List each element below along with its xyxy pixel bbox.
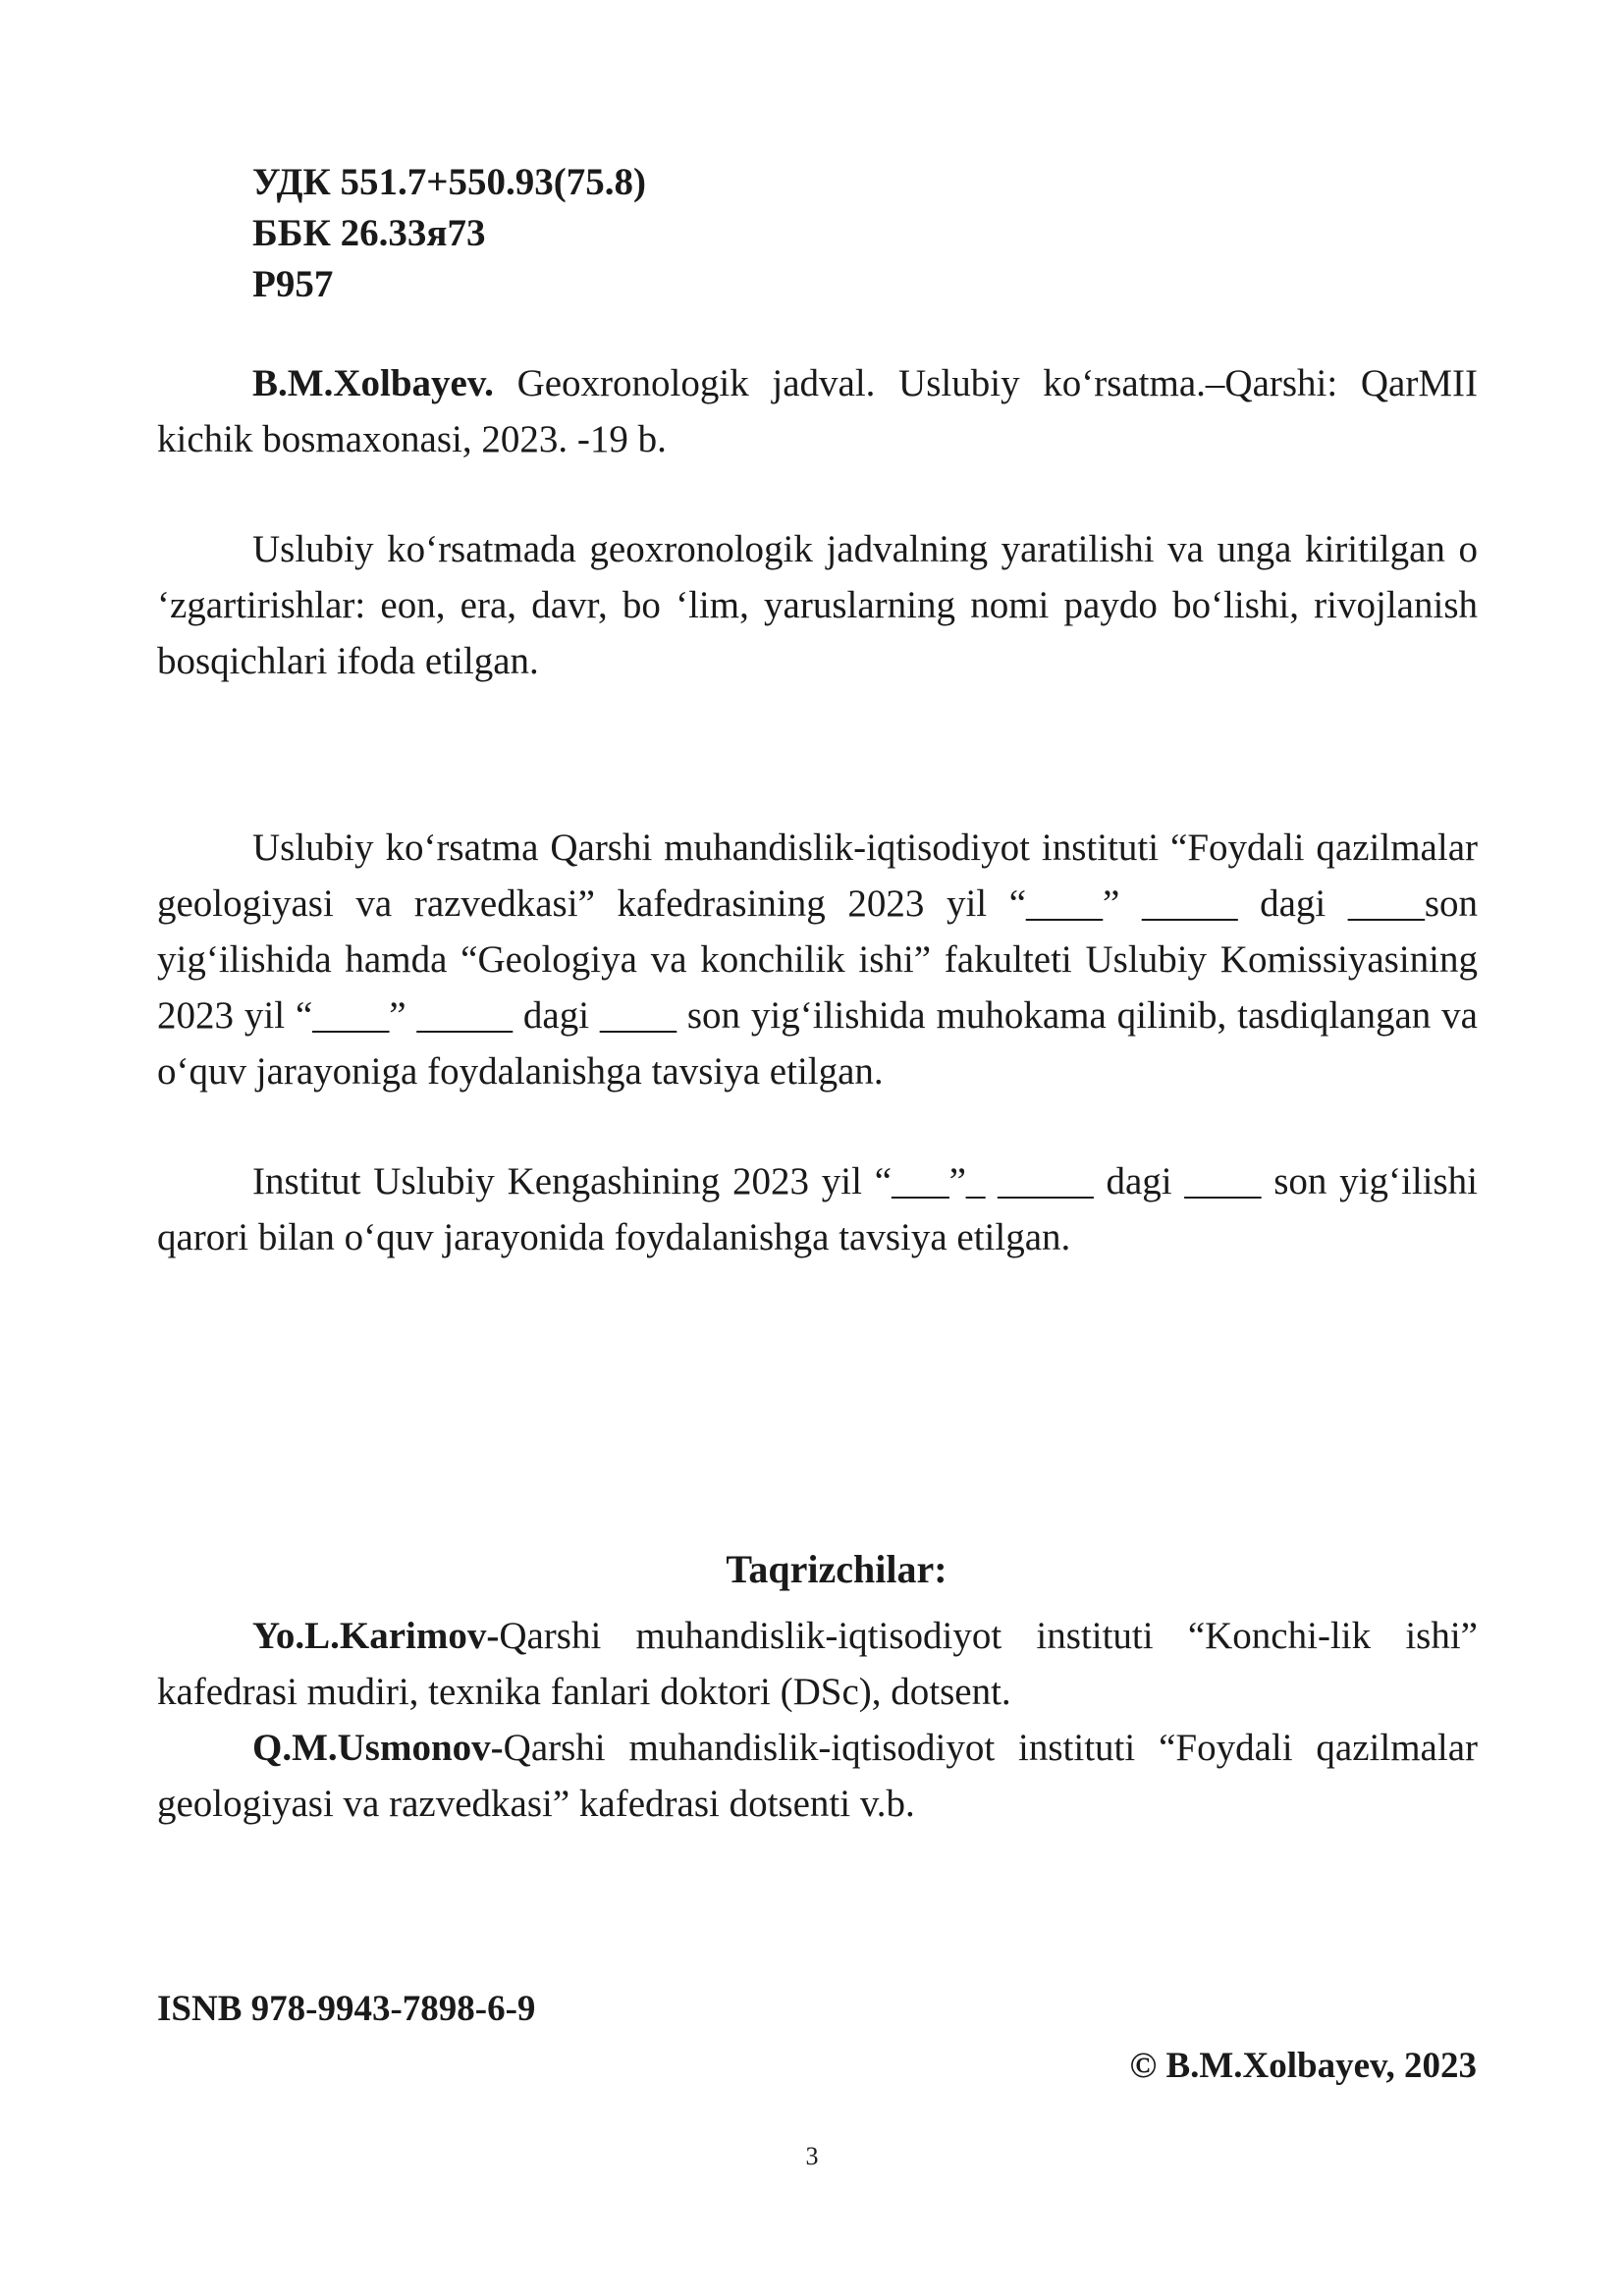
author-mark: P957	[252, 263, 334, 305]
isbn-number: ISNB 978-9943-7898-6-9	[157, 1989, 536, 2029]
annotation-paragraph: Uslubiy koʻrsatmada geoxronologik jadvalning yaratilishi va unga kiritilgan o ʻzgartirishlar: eon, era, davr, bo ʻlim, yaruslarning nomi paydo boʻlishi, rivojlanish bosqichlari ifoda etilgan.	[157, 528, 1478, 682]
copyright-notice: © B.M.Xolbayev, 2023	[1129, 2046, 1477, 2086]
reviewer-entry	[157, 1720, 1478, 1832]
reviewer-name: Q.M.Usmonov-	[252, 1727, 504, 1769]
reviewer-details: Qarshi muhandislik-iqtisodiyot instituti “Foydali qazilmalar geologiyasi va razvedkasi” kafedrasi dotsenti v.b.	[157, 1727, 1478, 1825]
classification-codes	[252, 157, 1038, 310]
citation-author: B.M.Xolbayev.	[252, 362, 494, 404]
approval-paragraph: Uslubiy koʻrsatma Qarshi muhandislik-iqtisodiyot instituti “Foydali qazilmalar geologiyasi va razvedkasi” kafedrasining 2023 yil “____” _____ dagi ____son yigʻilishida hamda “Geologiya va konchilik ishi” fakulteti Uslubiy Komissiyasining 2023 yil “____” _____ dagi ____ son yigʻilishida muhokama qilinib, tasdiqlangan va oʻquv jarayoniga foydalanishga tavsiya etilgan.	[157, 827, 1478, 1093]
page-number: 3	[805, 2142, 819, 2170]
reviewer-details: Qarshi muhandislik-iqtisodiyot instituti “Konchi-lik ishi” kafedrasi mudiri, texnika fanlari doktori (DSc), dotsent.	[157, 1615, 1478, 1713]
reviewer-entry	[157, 1608, 1478, 1720]
udk-code: УДК 551.7+550.93(75.8)	[252, 161, 646, 203]
reviewers-heading: Taqrizchilar:	[726, 1547, 947, 1591]
bbk-code: ББК 26.33я73	[252, 212, 486, 254]
citation-text: Geoxronologik jadval. Uslubiy koʻrsatma.–Qarshi: QarMII kichik bosmaxonasi, 2023. -19 b.	[157, 362, 1478, 460]
bibliographic-citation	[157, 355, 1478, 467]
council-paragraph: Institut Uslubiy Kengashining 2023 yil “___”_ _____ dagi ____ son yigʻilishi qarori bilan oʻquv jarayonida foydalanishga tavsiya etilgan.	[157, 1160, 1478, 1258]
reviewer-name: Yo.L.Karimov-	[252, 1615, 500, 1657]
